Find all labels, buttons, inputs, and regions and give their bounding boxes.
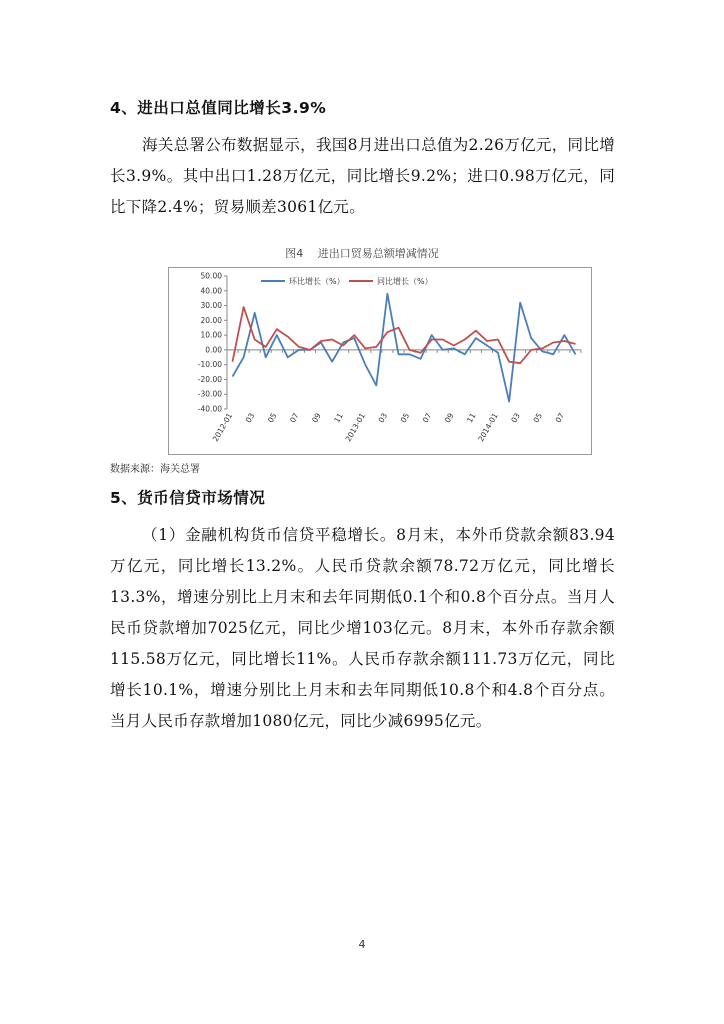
legend-label-2: 同比增长（%） — [377, 277, 433, 286]
section-5-heading: 5、货币信贷市场情况 — [110, 489, 266, 507]
y-tick-label: 10.00 — [200, 330, 222, 340]
y-tick-label: 0.00 — [205, 345, 222, 355]
y-tick-label: -10.00 — [197, 360, 222, 370]
trade-chart — [168, 267, 592, 455]
y-tick-label: 20.00 — [200, 315, 222, 325]
legend-label-1: 环比增长（%） — [289, 277, 345, 286]
y-tick-label: 50.00 — [200, 271, 222, 281]
x-tick-label: 03 — [509, 411, 522, 425]
x-tick-label: 2014-01 — [476, 411, 500, 444]
x-tick-label: 05 — [265, 411, 279, 425]
section-4-paragraph: 海关总署公布数据显示，我国8月进出口总值为2.26万亿元，同比增长3.9%。其中出口1.28万亿元，同比增长9.2%；进口0.98万亿元，同比下降2.4%；贸易顺差3061亿元。 — [110, 136, 615, 216]
x-tick-label: 07 — [420, 411, 434, 425]
y-tick-label: 30.00 — [200, 301, 222, 311]
x-tick-label: 09 — [310, 411, 323, 425]
x-tick-label: 09 — [442, 411, 456, 425]
page-number: 4 — [358, 938, 366, 951]
y-tick-label: -40.00 — [197, 404, 222, 414]
chart-svg — [169, 268, 593, 456]
y-tick-label: -20.00 — [197, 374, 222, 384]
x-tick-label: 05 — [531, 411, 545, 425]
data-source: 数据来源：海关总署 — [110, 464, 200, 475]
x-tick-label: 11 — [332, 411, 345, 425]
x-tick-label: 2012-01 — [210, 411, 235, 444]
y-tick-label: -30.00 — [197, 389, 222, 399]
section-4-heading: 4、进出口总值同比增长3.9% — [110, 99, 327, 117]
x-tick-label: 03 — [376, 411, 390, 425]
x-tick-label: 05 — [398, 411, 412, 425]
x-tick-label: 2013-01 — [343, 411, 368, 444]
x-tick-label: 11 — [465, 411, 478, 425]
x-tick-label: 07 — [288, 411, 301, 425]
series-line-1 — [233, 294, 576, 402]
x-tick-label: 07 — [553, 411, 567, 425]
section-5-paragraph: （1）金融机构货币信贷平稳增长。8月末，本外币贷款余额83.94万亿元，同比增长13.2%。人民币贷款余额78.72万亿元，同比增长13.3%，增速分别比上月末和去年同期低0.1个和0.8个百分点。当月人民币贷款增加7025亿元，同比少增103亿元。8月末，本外币存款余额115.58万亿元，同比增长11%。人民币存款余额111.73万亿元，同比增长10.1%，增速分别比上月末和去年同期低10.8个和4.8个百分点。当月人民币存款增加1080亿元，同比少减6995亿元。 — [110, 526, 615, 730]
x-tick-label: 03 — [243, 411, 257, 425]
figure-caption: 图4 进出口贸易总额增减情况 — [285, 247, 439, 260]
y-tick-label: 40.00 — [200, 286, 222, 296]
